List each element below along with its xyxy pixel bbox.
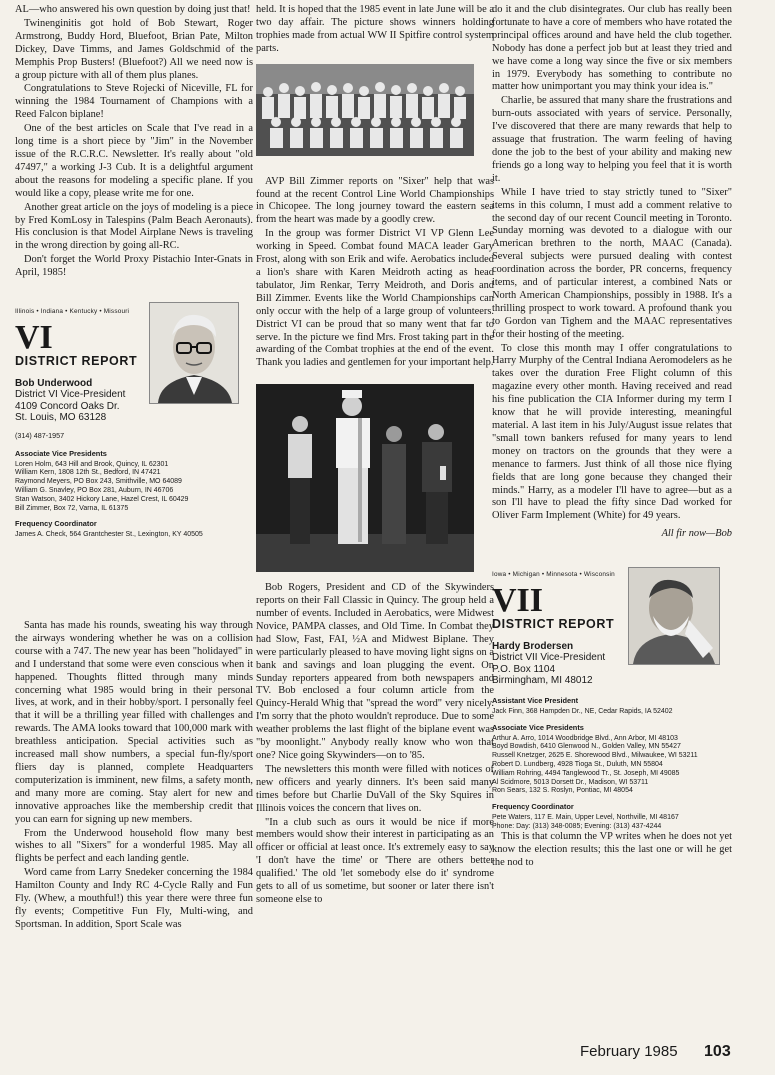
- list-item: Boyd Bowdish, 6410 Glenwood N., Golden Valley, MN 55427: [492, 743, 681, 751]
- district7-vp-addr1: P.O. Box 1104: [492, 663, 556, 675]
- paragraph: Santa has made his rounds, sweating his way through the airways wondering whether he was on a collision course with a 747. The new year has been "holidayed" in and I understand that some were even conscious when it happened. Thoughts flitted through many minds concerning what 1985 would bring in their personal lives, at work, and in their hobby/sport. I personally feel that it will be a thrilling year filled with challenges and rewards. The AMA looks toward that 100,000 mark with breathless anticipation. Special activities such as increased mall show numbers, a special fun-fly/sport fliers day is planned, complete Headquarters computerization is imminent, new films, a safety month, and many more are coming. Stay alert for new and innovative approaches like the membership credit that you can earn for signing up new members.: [15, 620, 253, 825]
- col2-bottom-text: [256, 582, 494, 907]
- district7-vp-photo: [628, 567, 720, 665]
- district6-numeral: VI: [15, 318, 53, 356]
- col3-top-text: [492, 4, 732, 523]
- district6-vp-photo: [149, 302, 239, 404]
- issue-date: February 1985: [580, 1043, 678, 1060]
- district7-freq1: Pete Waters, 117 E. Main, Upper Level, Northville, MI 48167: [492, 814, 679, 822]
- col3-bottom-text: [492, 831, 732, 870]
- district6-states: Illinois • Indiana • Kentucky • Missouri: [15, 308, 130, 316]
- list-item: William Rohring, 4494 Tanglewood Tr., St. Joseph, MI 49085: [492, 769, 680, 777]
- list-item: Stan Watson, 3402 Hickory Lane, Hazel Crest, IL 60429: [15, 495, 189, 503]
- paragraph: Twinenginitis got hold of Bob Stewart, Roger Armstrong, Buddy Hord, Bluefoot, Brian Pate, Milton Dickey, Dave Timms, and James Goldschmid of the Memphis Prop Busters! (Bluefoot?) All we need now is a group picture with all of them plus planes.: [15, 17, 253, 81]
- district7-box: [492, 569, 732, 830]
- column-3: [492, 4, 732, 871]
- list-item: Robert D. Lundberg, 4928 Tioga St., Duluth, MN 55804: [492, 760, 663, 768]
- list-item: Loren Holm, 643 Hill and Brook, Quincy, IL 62301: [15, 460, 169, 468]
- district6-vp-addr2: St. Louis, MO 63128: [15, 412, 107, 424]
- col1-top-text: [15, 4, 253, 280]
- district7-states: Iowa • Michigan • Minnesota • Wisconsin: [492, 571, 615, 579]
- column-2: [256, 4, 494, 908]
- list-item: Arthur A. Arro, 1014 Woodbridge Blvd., Ann Arbor, MI 48103: [492, 734, 678, 742]
- paragraph: Don't forget the World Proxy Pistachio Inter-Gnats in April, 1985!: [15, 254, 253, 279]
- paragraph: Congratulations to Steve Rojecki of Niceville, FL for winning the 1984 Tournament of Champions with a Reed Falcon biplane!: [15, 83, 253, 121]
- district6-assoc-list: [15, 461, 253, 514]
- list-item: Russell Knetzger, 2625 E. Shorewood Blvd., Milwaukee, WI 53211: [492, 752, 698, 760]
- signature-line: All fir now—Bob: [661, 528, 732, 540]
- paragraph: do it and the club disintegrates. Our club has really been fortunate to have a core of members who have rotated the principal offices around and have held the club together. Nobody has done a perfect job but at least they tried and we have come a long way since the five or six members in 1979. Everybody has something to contribute no matter how unimportant you may think your idea is.": [492, 4, 732, 93]
- col2-top-text: [256, 4, 494, 56]
- district6-vp-role: District VI Vice-President: [15, 389, 126, 401]
- paragraph: Bob Rogers, President and CD of the Skywinders reports on their Fall Classic in Quincy. The group held a number of events. Included in Aerobatics, were Midwest Novice, PAMPA classes, and Old Time. In Combat they had Slow, Fast, FAI, ½A and Midwest Biplane. They were particularly pleased to have moving light signs on a bank and savings and loan plugging the event. On Sunday reporters appeared from both newspapers and TV. Bob enclosed a four column article from the Quincy-Herald Whig that "spread the word" very nicely. I'm sorry that the photo wouldn't reproduce. Due to some weather problems the last flight of the biplane event was "by moonlight." Anybody really know who won that one? Nice going Skywinders—on to '85.: [256, 582, 494, 761]
- district6-box: [15, 306, 253, 610]
- district6-title: DISTRICT REPORT: [15, 353, 138, 368]
- page-footer: [580, 1043, 731, 1061]
- district6-vp-name: Bob Underwood: [15, 377, 93, 389]
- paragraph: AVP Bill Zimmer reports on "Sixer" help that was found at the recent Control Line World Championships in Chicopee. The long journey toward the eastern sea from the heart was made by a goodly crew.: [256, 175, 494, 226]
- group-photo-trophies: [256, 64, 474, 156]
- paragraph: Charlie, be assured that many share the frustrations and burn-outs associated with years of service. Personally, I've discovered that there are many rewards that help to assuage that frustration. The warm feeling of having done the job to the best of your ability and making new friends go a long way to helping you feel that it is worth it.: [492, 95, 732, 184]
- district7-asst: Jack Finn, 368 Hampden Dr., NE, Cedar Rapids, IA 52402: [492, 707, 673, 715]
- paragraph: Word came from Larry Snedeker concerning the 1984 Hamilton County and Indy RC 4-Cycle Rally and Fun Fly. (Whew, a mouthful!) this year there were three fun fly events; Competitive Fun Fly, Multi-wing, and Sportsman. In addition, Sport Scale was: [15, 867, 253, 930]
- district6-vp-addr1: 4109 Concord Oaks Dr.: [15, 400, 120, 412]
- paragraph: The newsletters this month were filled with notices of new officers and yearly dinners. It's been said many times before but Charlie DuVall of the Sky Squires in Illinois voices the concern that lives on.: [256, 763, 494, 814]
- paragraph: held. It is hoped that the 1985 event in late June will be a two day affair. The picture shows winners holding trophies made from actual WW II Spitfire control system parts.: [256, 4, 494, 54]
- list-item: William G. Snavley, PO Box 281, Auburn, IN 46706: [15, 487, 174, 495]
- list-item: Bill Zimmer, Box 72, Varna, IL 61375: [15, 504, 129, 512]
- list-item: Al Scidmore, 5013 Dorsett Dr., Madison, WI 53711: [492, 778, 649, 786]
- paragraph: "In a club such as ours it would be nice if more members would show their interest in participating as an officer or official at least once. It's extremely easy to say 'I don't have the time' or 'There are others better qualified.' The old 'let somebody else do it' syndrome gets to all of us sometime, but sooner or later there isn't someone else to: [256, 816, 494, 905]
- district6-freq: James A. Check, 564 Grantchester St., Lexington, KY 40505: [15, 531, 203, 539]
- district7-asst-heading: Assistant Vice President: [492, 695, 579, 705]
- list-item: Raymond Meyers, PO Box 243, Smithville, MO 64089: [15, 478, 182, 486]
- district7-vp-role: District VII Vice-President: [492, 652, 606, 664]
- district6-freq-heading: Frequency Coordinator: [15, 519, 97, 529]
- district7-vp-name: Hardy Brodersen: [492, 640, 574, 652]
- paragraph: While I have tried to stay strictly tuned to "Sixer" items in this column, I must add a comment relative to the second day of our recent Council meeting in Toronto. Sunday morning was devoted to a dialogue with our American brethren to the north, MAAC (Canada). Several subjects were pursued dealing with contest coordination across the border, PR concerns, frequency items, and of particular interest, a combined Nats or North American Championships, possibly in 1988. It's a thrilling prospect to work toward. A profound thank you to Gordon van Tighem and the MAAC representatives for their hosting of the meeting.: [492, 186, 732, 340]
- district7-title: DISTRICT REPORT: [492, 617, 615, 632]
- paragraph: One of the best articles on Scale that I've read in a long time is a short piece by "Jim" in the November issue of the R.C.R.C. Newsletter. It's really about "old 47497," a working J-3 Cub. It is a delightful argument about the reasons for modeling a specific plane. If you would like a copy, please write me for one.: [15, 123, 253, 199]
- paragraph: Another great article on the joys of modeling is a piece by Fred KomLosy in Talespins (Palm Beach Aeronauts). His conclusion is that Model Airplane News is traveling in the wrong direction by going all-RC.: [15, 201, 253, 252]
- photo-combat-trophies: [256, 384, 474, 572]
- district7-assoc-list: [492, 735, 732, 797]
- list-item: Ron Sears, 132 S. Roslyn, Pontiac, MI 48054: [492, 787, 633, 795]
- district7-vp-addr2: Birmingham, MI 48012: [492, 675, 593, 687]
- district7-assoc-heading: Associate Vice Presidents: [492, 722, 584, 732]
- paragraph: AL—who answered his own question by doing just that!: [15, 4, 251, 15]
- column-1: [15, 4, 253, 933]
- page-number: 103: [704, 1043, 731, 1060]
- paragraph: To close this month may I offer congratulations to Harry Murphy of the Central Indiana Aeromodelers as he takes over the duration Free Flight column of this magazine every other month. Having received and read his fine publication the CIA Informer during my term I know that he will provide interesting, meaningful material. A last item in his July/August issue relates that "small town bankers refused for many years to lend money on tractors on the grounds that they were a menance to farmers. Just think of all those nice flying fields that are long gone because they changed their minds." Harry, as a modeler I'll have to agree—but as a son I'll have to plead the fifty since Dad worked for Oliver Farm Implement (White) for 49 years.: [492, 342, 732, 522]
- paragraph: This is that column the VP writes when he does not yet know the election results; this the last one or will he get the nod to: [492, 831, 732, 868]
- paragraph: In the group was former District VI VP Glenn Lee working in Speed. Combat found MACA leader Gary Frost, along with son Erik and wife. Aerobatics included a lion's share with Karen Meidroth acting as head tabulator, Jim Renkar, Terry Meidroth, and Doris and Bill Zimmer. Events like the World Championships can only occur with the help of a large group of volunteers. District VI can be proud that so many went that far to serve. In the picture we find Mrs. Frost taking part in the awarding of the Combat trophies at the end of the event. Thank you ladies and gentlemen for your important help.: [256, 228, 494, 369]
- district6-assoc-heading: Associate Vice Presidents: [15, 448, 107, 458]
- district7-freq-heading: Frequency Coordinator: [492, 802, 574, 812]
- col2-middle-text: [256, 176, 494, 371]
- district7-numeral: VII: [492, 582, 544, 620]
- paragraph: From the Underwood household flow many best wishes to all "Sixers" for a wonderful 1985. May all flights be perfect and each landing gentle.: [15, 827, 253, 865]
- district7-freq2: Phone: Day: (313) 348-0085; Evening: (313) 437-4244: [492, 822, 662, 830]
- district6-phone: (314) 487-1957: [15, 430, 65, 440]
- col1-bottom-text: [15, 620, 253, 932]
- list-item: William Kern, 1808 12th St., Bedford, IN 47421: [15, 469, 161, 477]
